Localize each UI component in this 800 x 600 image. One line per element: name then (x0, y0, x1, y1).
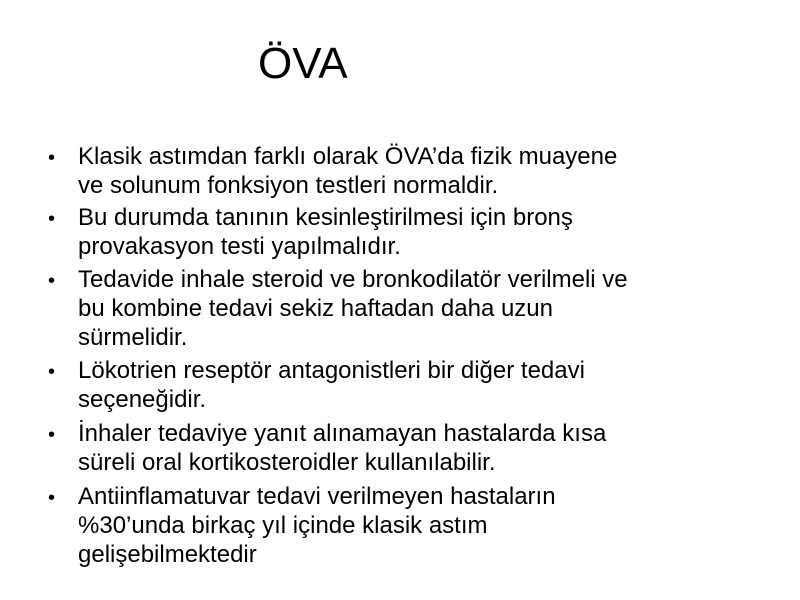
bullet-point-icon: • (48, 424, 56, 446)
bullet-text: Bu durumda tanının kesinleştirilmesi için bronş provakasyon testi yapılmalıdır. (78, 204, 573, 260)
bullet-text: Antiinflamatuvar tedavi verilmeyen hastaların %30’unda birkaç yıl içinde klasik astım gelişebilmektedir (78, 483, 556, 568)
bullet-text: İnhaler tedaviye yanıt alınamayan hastalarda kısa süreli oral kortikosteroidler kullanılabilir. (78, 420, 607, 476)
bullet-text: Lökotrien reseptör antagonistleri bir diğer tedavi seçeneğidir. (78, 357, 585, 413)
bullet-text: Tedavide inhale steroid ve bronkodilatör verilmeli ve bu kombine tedavi sekiz haftadan daha uzun sürmelidir. (78, 266, 628, 351)
bullet-point-icon: • (48, 270, 56, 292)
bullet-point-icon: • (48, 361, 56, 383)
bullet-point-icon: • (48, 208, 56, 230)
bullet-text: Klasik astımdan farklı olarak ÖVA’da fizik muayene ve solunum fonksiyon testleri normaldir. (78, 143, 618, 199)
bullet-point-icon: • (48, 147, 56, 169)
slide-title: ÖVA (258, 39, 348, 88)
bullet-point-icon: • (48, 487, 56, 509)
